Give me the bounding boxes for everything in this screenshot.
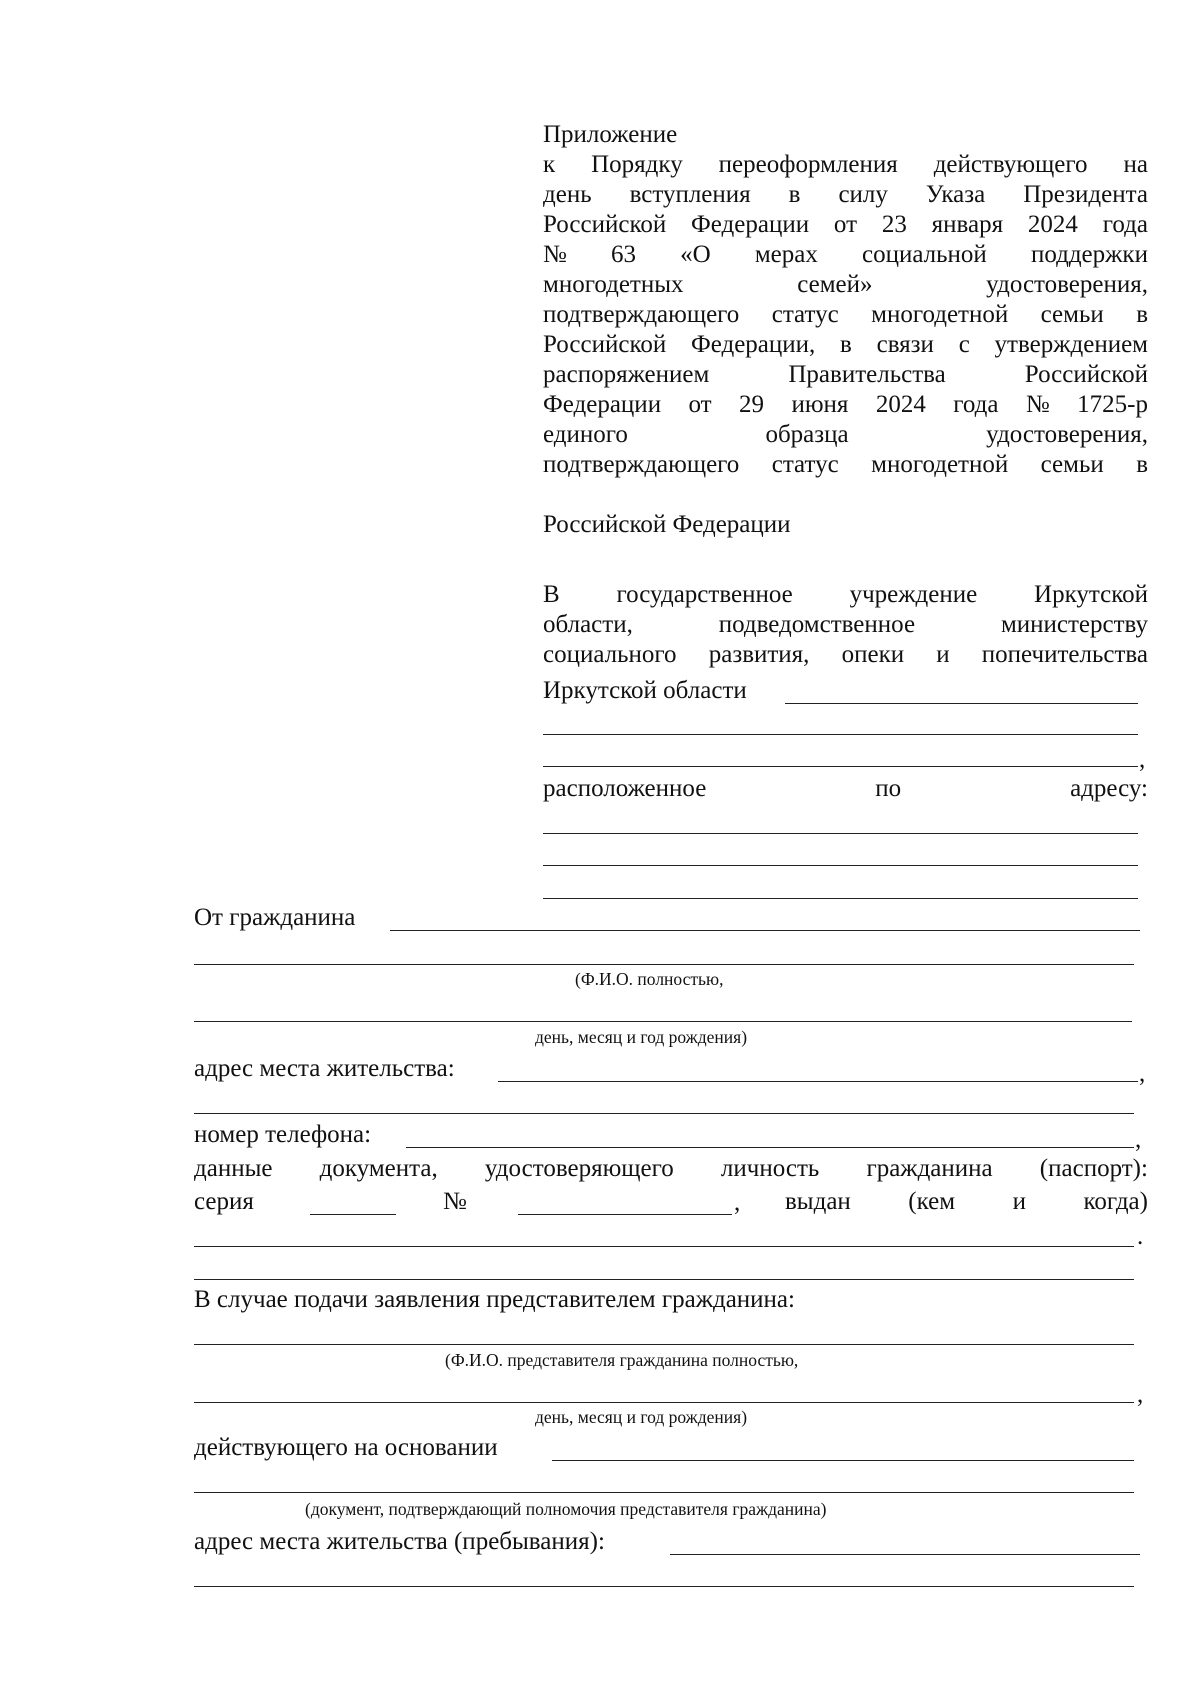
word: Порядку [591, 151, 683, 178]
word: опеки [841, 641, 905, 668]
representative-heading: В случае подачи заявления представителем гражданина: [194, 1286, 795, 1313]
word: действующего [933, 151, 1088, 178]
word: когда) [1083, 1188, 1148, 1215]
word: удостоверения, [986, 421, 1148, 448]
word: поддержки [1030, 241, 1148, 268]
id-document-label [194, 1154, 1148, 1184]
word: с [958, 331, 970, 358]
word: попечительства [981, 641, 1148, 668]
word: В [543, 581, 560, 608]
word: личность [720, 1155, 820, 1182]
word: Федерации, [690, 331, 816, 358]
word: день [543, 181, 592, 208]
word: и [1012, 1188, 1026, 1215]
text-line [543, 610, 1148, 640]
text-line [543, 640, 1148, 670]
word: в [788, 181, 801, 208]
residence-address-line[interactable] [498, 1081, 1138, 1082]
text-line [543, 180, 1148, 210]
caption-rep-birth: день, месяц и год рождения) [535, 1407, 748, 1427]
word: 29 [739, 391, 765, 418]
word: семей» [797, 271, 873, 298]
word: связи [876, 331, 934, 358]
word: образца [765, 421, 849, 448]
word: Президента [1023, 181, 1148, 208]
word: области, [543, 611, 633, 638]
institution-name-line[interactable] [785, 703, 1138, 704]
word: № [1025, 391, 1050, 418]
word: по [875, 775, 902, 802]
word: года [1102, 211, 1148, 238]
word: 2024 [875, 391, 926, 418]
residence-address-label: адрес места жительства: [194, 1055, 455, 1082]
text-line [543, 420, 1148, 450]
text-line [543, 360, 1148, 390]
word: расположенное [543, 775, 707, 802]
passport-series-line[interactable] [310, 1214, 396, 1215]
word: многодетной [871, 301, 1009, 328]
representative-name-line[interactable] [194, 1344, 1134, 1345]
word: утверждением [994, 331, 1148, 358]
word: января [931, 211, 1004, 238]
word: Российской [1024, 361, 1148, 388]
word: единого [543, 421, 628, 448]
word: «О [680, 241, 711, 268]
word: и [936, 641, 950, 668]
word: к [543, 151, 556, 178]
word: Правительства [788, 361, 946, 388]
authority-document-line-2[interactable] [194, 1492, 1134, 1493]
word: на [1123, 151, 1148, 178]
authority-document-line[interactable] [552, 1460, 1134, 1461]
residence-stay-line-2[interactable] [194, 1586, 1134, 1587]
word: семьи [1040, 451, 1104, 478]
word: подтверждающего [543, 451, 740, 478]
word: в [840, 331, 852, 358]
issued-by-label [785, 1187, 1148, 1217]
word: 63 [611, 241, 636, 268]
word: подтверждающего [543, 301, 740, 328]
word: 23 [881, 211, 907, 238]
word: удостоверения, [986, 271, 1148, 298]
word: силу [838, 181, 888, 208]
located-at-address-label [543, 774, 1148, 804]
addressee-last-line: Иркутской области [543, 677, 747, 704]
residence-stay-label: адрес места жительства (пребывания): [194, 1528, 605, 1555]
word: от [688, 391, 712, 418]
word: социальной [862, 241, 987, 268]
caption-birth: день, месяц и год рождения) [535, 1027, 748, 1047]
period: . [1137, 1223, 1144, 1250]
word: статус [771, 301, 839, 328]
address-line-3[interactable] [543, 898, 1138, 899]
text-line [543, 210, 1148, 240]
appendix-reference-last-line: Российской Федерации [543, 511, 791, 538]
word: Федерации [691, 211, 810, 238]
word: (кем [908, 1188, 956, 1215]
word: 1725-р [1077, 391, 1148, 418]
citizen-name-line[interactable] [390, 930, 1140, 931]
word: переоформления [718, 151, 898, 178]
word: года [953, 391, 999, 418]
number-sign-label: № [443, 1188, 467, 1215]
acting-basis-label: действующего на основании [194, 1434, 498, 1461]
citizen-birth-line[interactable] [194, 1021, 1132, 1022]
text-line [543, 330, 1148, 360]
address-line-2[interactable] [543, 865, 1138, 866]
word: от [833, 211, 858, 238]
word: государственное [616, 581, 793, 608]
citizen-name-line-2[interactable] [194, 964, 1134, 965]
phone-label: номер телефона: [194, 1121, 372, 1148]
word: Указа [925, 181, 986, 208]
word: многодетных [543, 271, 684, 298]
word: мерах [754, 241, 818, 268]
comma: , [734, 1189, 741, 1216]
caption-authority-doc: (документ, подтверждающий полномочия представителя гражданина) [305, 1499, 827, 1519]
word: распоряжением [543, 361, 710, 388]
word: документа, [319, 1155, 438, 1182]
address-line-1[interactable] [543, 833, 1138, 834]
word: вступления [629, 181, 751, 208]
text-line [543, 240, 1148, 270]
text-line [543, 450, 1148, 480]
word: в [1136, 451, 1148, 478]
word: в [1136, 301, 1148, 328]
word: многодетной [871, 451, 1009, 478]
addressee-text [543, 580, 1148, 670]
text-line [543, 150, 1148, 180]
word: статус [771, 451, 839, 478]
word: (паспорт): [1039, 1155, 1148, 1182]
from-citizen-label: От гражданина [194, 904, 356, 931]
institution-name-line-3[interactable] [543, 766, 1138, 767]
comma: , [1139, 746, 1146, 773]
word: семьи [1040, 301, 1104, 328]
passport-issued-line[interactable] [194, 1246, 1134, 1247]
word: удостоверяющего [484, 1155, 674, 1182]
phone-line[interactable] [406, 1147, 1134, 1148]
passport-number-line[interactable] [518, 1214, 732, 1215]
word: социального [543, 641, 677, 668]
comma: , [1135, 1126, 1142, 1153]
word: июня [791, 391, 849, 418]
residence-address-line-2[interactable] [194, 1113, 1134, 1114]
word: подведомственное [718, 611, 916, 638]
comma: , [1137, 1381, 1144, 1408]
residence-stay-line[interactable] [670, 1554, 1140, 1555]
text-line [543, 580, 1148, 610]
word: развития, [708, 641, 810, 668]
text-line [543, 300, 1148, 330]
caption-rep-fio: (Ф.И.О. представителя гражданина полностью, [445, 1350, 799, 1370]
passport-issued-line-2[interactable] [194, 1279, 1134, 1280]
word: адресу: [1070, 775, 1148, 802]
word: 2024 [1027, 211, 1078, 238]
text-line [543, 270, 1148, 300]
comma: , [1139, 1060, 1146, 1087]
word: выдан [785, 1188, 851, 1215]
word: гражданина [866, 1155, 993, 1182]
caption-fio: (Ф.И.О. полностью, [575, 969, 724, 989]
word: учреждение [849, 581, 978, 608]
word: № [543, 241, 567, 268]
word: министерству [1000, 611, 1148, 638]
representative-birth-line[interactable] [194, 1402, 1134, 1403]
institution-name-line-2[interactable] [543, 734, 1138, 735]
text-line [543, 390, 1148, 420]
word: данные [194, 1155, 273, 1182]
word: Иркутской [1034, 581, 1148, 608]
word: Российской [543, 331, 667, 358]
appendix-reference-text [543, 150, 1148, 480]
appendix-title: Приложение [543, 121, 678, 148]
series-label: серия [194, 1188, 254, 1215]
word: Федерации [543, 391, 662, 418]
word: Российской [543, 211, 667, 238]
